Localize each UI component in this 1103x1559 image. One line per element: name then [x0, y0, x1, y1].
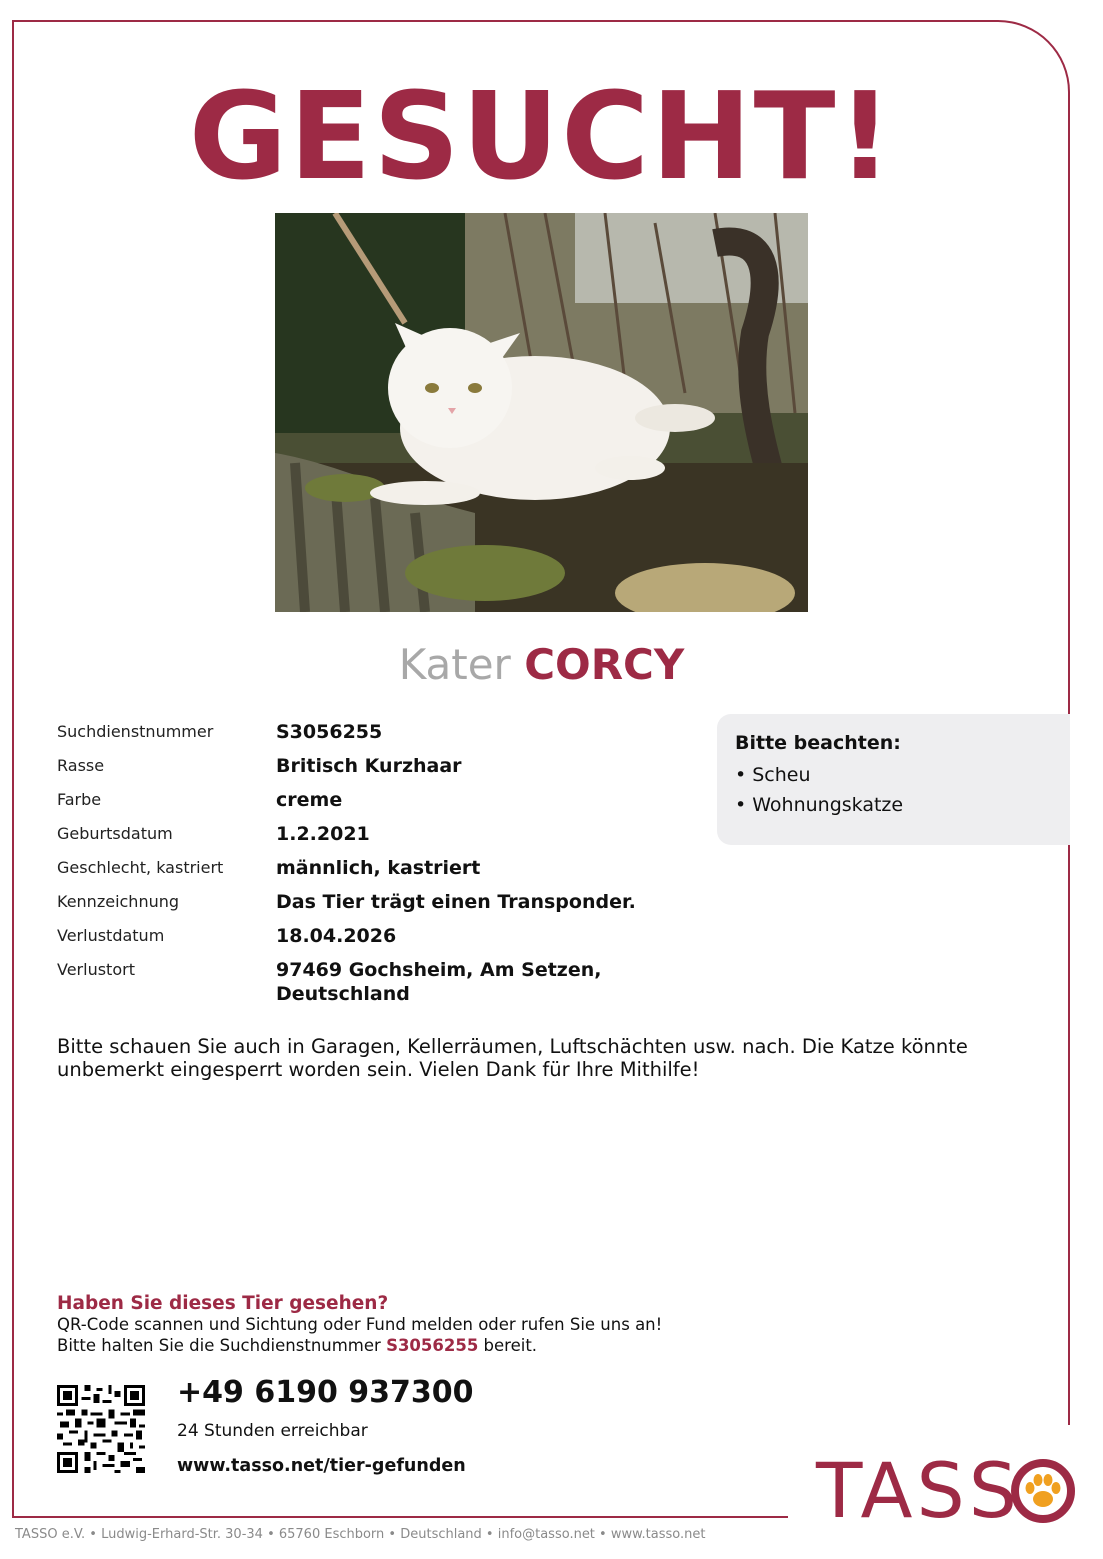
- notice-box: [717, 714, 1070, 845]
- contact-line-text: bereit.: [478, 1336, 538, 1355]
- detail-label: Suchdienstnummer: [57, 722, 214, 741]
- hours-text: 24 Stunden erreichbar: [177, 1421, 368, 1441]
- contact-title: Haben Sie dieses Tier gesehen?: [57, 1293, 389, 1314]
- detail-row: [57, 720, 677, 754]
- detail-row: [57, 958, 677, 1006]
- detail-label: Kennzeichnung: [57, 892, 180, 911]
- detail-row: [57, 890, 677, 924]
- animal-name: [0, 640, 1083, 689]
- animal-type: Kater: [398, 640, 511, 689]
- contact-section: [57, 1293, 662, 1356]
- search-id: S3056255: [386, 1336, 479, 1355]
- detail-value-line: Deutschland: [276, 983, 410, 1005]
- qr-code-graphic: [57, 1385, 145, 1473]
- contact-line: QR-Code scannen und Sichtung oder Fund melden oder rufen Sie uns an!: [57, 1315, 663, 1334]
- cat-photo: [275, 213, 808, 612]
- detail-label: Rasse: [57, 756, 105, 775]
- tasso-logo-text: TASS: [816, 1446, 1021, 1535]
- website-link[interactable]: www.tasso.net/tier-gefunden: [177, 1456, 466, 1476]
- animal-name-highlight: CORCY: [524, 640, 685, 689]
- detail-row: [57, 822, 677, 856]
- detail-value: Das Tier trägt einen Transponder.: [276, 891, 636, 913]
- poster-frame-bottom: [12, 1516, 788, 1518]
- contact-line-text: Bitte halten Sie die Suchdienstnummer: [57, 1336, 387, 1355]
- qr-code[interactable]: [57, 1385, 145, 1473]
- detail-value: [276, 958, 677, 1006]
- notice-item: • Wohnungskatze: [735, 794, 904, 816]
- contact-line: [57, 1335, 662, 1356]
- detail-value: 1.2.2021: [276, 823, 370, 845]
- poster-title: GESUCHT!: [188, 68, 895, 207]
- notice-title: Bitte beachten:: [735, 732, 901, 754]
- cat-photo-image: [275, 213, 808, 612]
- detail-label: Farbe: [57, 790, 102, 809]
- detail-label: Geschlecht, kastriert: [57, 858, 224, 877]
- detail-label: Verlustdatum: [57, 926, 165, 945]
- search-hint: Bitte schauen Sie auch in Garagen, Kellerräumen, Luftschächten usw. nach. Die Katze könnte unbemerkt eingesperrt worden sein. Vielen Dank für Ihre Mithilfe!: [57, 1035, 968, 1081]
- detail-label: Verlustort: [57, 960, 135, 979]
- detail-row: [57, 788, 677, 822]
- detail-row: [57, 754, 677, 788]
- details-table: [57, 720, 677, 1006]
- detail-value: männlich, kastriert: [276, 857, 481, 879]
- paw-o-icon: [1008, 1456, 1078, 1526]
- detail-value-line: 97469 Gochsheim, Am Setzen,: [276, 959, 602, 981]
- phone-number[interactable]: +49 6190 937300: [177, 1375, 474, 1410]
- footer-address: TASSO e.V. • Ludwig-Erhard-Str. 30-34 • 65760 Eschborn • Deutschland • info@tasso.net • www.tasso.net: [15, 1527, 706, 1542]
- detail-row: [57, 856, 677, 890]
- detail-value: S3056255: [276, 721, 383, 743]
- detail-value: 18.04.2026: [276, 925, 397, 947]
- detail-value: Britisch Kurzhaar: [276, 755, 462, 777]
- detail-row: [57, 924, 677, 958]
- detail-value: creme: [276, 789, 343, 811]
- detail-label: Geburtsdatum: [57, 824, 173, 843]
- notice-item: • Scheu: [735, 764, 811, 786]
